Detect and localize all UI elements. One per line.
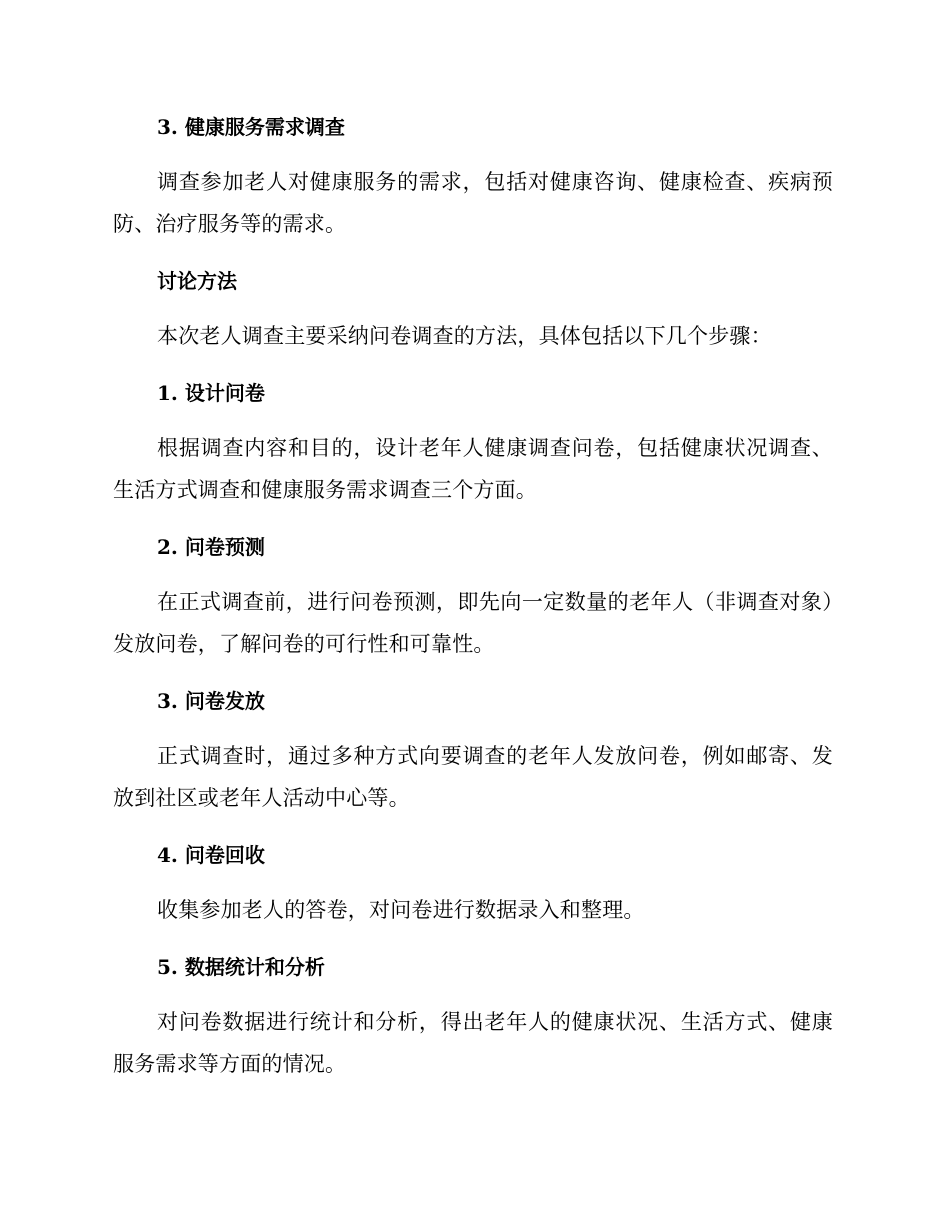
paragraph-collection: 收集参加老人的答卷，对问卷进行数据录入和整理。 xyxy=(157,898,645,922)
step-heading-design-questionnaire: 1. 设计问卷 xyxy=(157,381,265,405)
paragraph-methods-intro: 本次老人调查主要采纳问卷调查的方法，具体包括以下几个步骤： xyxy=(157,324,772,348)
step-heading-pretest: 2. 问卷预测 xyxy=(157,535,265,559)
step-heading-collection: 4. 问卷回收 xyxy=(157,843,265,867)
paragraph-statistics: 对问卷数据进行统计和分析，得出老年人的健康状况、生活方式、健康服务需求等方面的情况。 xyxy=(113,1010,833,1076)
paragraph-health-service-demand: 调查参加老人对健康服务的需求，包括对健康咨询、健康检查、疾病预防、治疗服务等的需求。 xyxy=(113,170,833,236)
step-heading-statistics: 5. 数据统计和分析 xyxy=(157,955,325,979)
section-heading-health-service-demand: 3. 健康服务需求调查 xyxy=(157,115,345,139)
document-body xyxy=(113,112,833,1085)
paragraph-design-questionnaire: 根据调查内容和目的，设计老年人健康调查问卷，包括健康状况调查、生活方式调查和健康服务需求调查三个方面。 xyxy=(113,436,833,502)
step-heading-distribution: 3. 问卷发放 xyxy=(157,689,265,713)
paragraph-distribution: 正式调查时，通过多种方式向要调查的老年人发放问卷，例如邮寄、发放到社区或老年人活动中心等。 xyxy=(113,744,833,810)
section-heading-methods: 讨论方法 xyxy=(157,269,237,293)
paragraph-pretest: 在正式调查前，进行问卷预测，即先向一定数量的老年人（非调查对象）发放问卷，了解问卷的可行性和可靠性。 xyxy=(113,590,833,656)
